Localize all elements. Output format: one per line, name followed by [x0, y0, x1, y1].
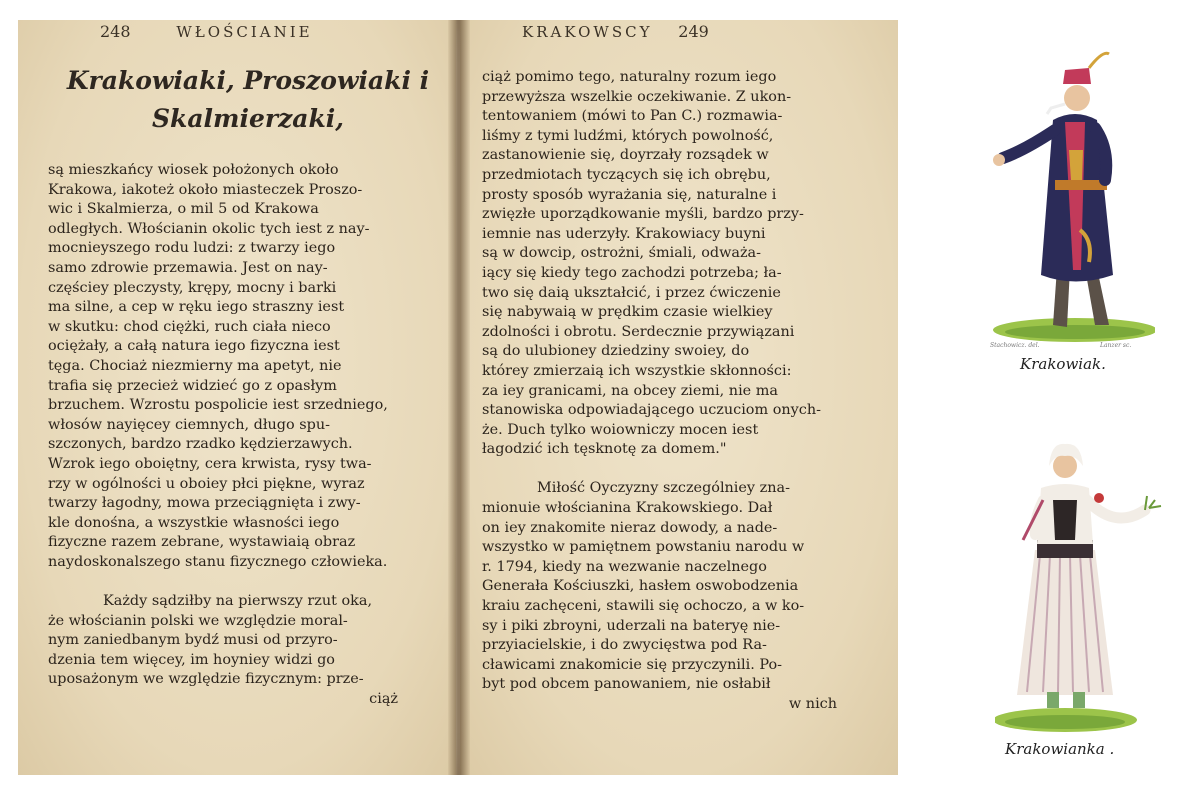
- text-line: samo zdrowie przemawia. Jest on nay-: [48, 259, 328, 276]
- text-line: zwięzłe uporządkowanie myśli, bardzo przy-: [482, 206, 804, 223]
- text-line: tęga. Chociaż niezmierny ma apetyt, nie: [48, 357, 342, 374]
- text-line: [48, 572, 448, 592]
- text-line: ciąż: [369, 691, 398, 708]
- text-line: włosów nayięcey ciemnych, długo spu-: [48, 416, 330, 433]
- text-line: Krakowa, iakoteż około miasteczek Proszo-: [48, 181, 363, 198]
- krakowiak-figure: [985, 40, 1155, 370]
- left-page-text: [48, 161, 448, 710]
- text-line: liśmy z tymi ludźmi, których powolność,: [482, 127, 774, 144]
- text-line: że włościanin polski we względzie moral-: [48, 612, 348, 629]
- text-line: ma silne, a cep w ręku iego straszny iest: [48, 299, 345, 316]
- text-line: on iey znakomite nieraz dowody, a nade-: [482, 519, 778, 536]
- text-line: ociężały, a całą natura iego fizyczna iest: [48, 338, 340, 355]
- text-line: się nabywaią w prędkim czasie wielkiey: [482, 304, 773, 321]
- right-page-text: [482, 68, 887, 715]
- text-line: ciąż pomimo tego, naturalny rozum iego: [482, 69, 777, 85]
- krakowianka-figure: [995, 430, 1175, 740]
- text-line: łagodzić ich tęsknotę za domem.": [482, 441, 727, 458]
- text-line: rzy w ogólności u oboiey płci piękne, wyraz: [48, 475, 365, 492]
- text-line: kle donośna, a wszystkie własności iego: [48, 514, 340, 531]
- book-gutter: [448, 20, 470, 775]
- text-line: [482, 460, 887, 480]
- krakowianka-illustration: [995, 430, 1175, 770]
- right-running-head: [522, 22, 709, 41]
- chapter-title: [48, 62, 448, 138]
- krakowiak-caption: Krakowiak.: [1020, 355, 1106, 373]
- engraver-credit-right: Lanzer sc.: [1100, 342, 1132, 349]
- text-line: przewyższa wszelkie oczekiwanie. Z ukon-: [482, 88, 792, 105]
- text-line: nym zaniedbanym bydź musi od przyro-: [48, 632, 338, 649]
- text-line: częściey pleczysty, krępy, mocny i barki: [48, 279, 337, 296]
- text-line: w nich: [788, 696, 837, 712]
- text-line: brzuchem. Wzrostu pospolicie iest srzedniego,: [48, 397, 388, 414]
- text-line: tentowaniem (mówi to Pan C.) rozmawia-: [482, 108, 783, 125]
- text-line: zdolności i obrotu. Serdecznie przywiązani: [482, 323, 795, 340]
- text-line: w skutku: chod ciężki, ruch ciała nieco: [48, 318, 331, 335]
- text-line: odległych. Włościanin okolic tych iest z nay-: [48, 220, 370, 237]
- text-line: Każdy sądziłby na pierwszy rzut oka,: [103, 593, 373, 610]
- text-line: są w dowcip, ostrożni, śmiali, odważa-: [482, 245, 761, 262]
- right-page: [460, 20, 898, 775]
- text-line: iemnie nas uderzyły. Krakowiacy buyni: [482, 225, 766, 242]
- right-running-title: KRAKOWSCY: [522, 23, 653, 41]
- text-line: przyiacielskie, i do zwycięstwa pod Ra-: [482, 637, 767, 654]
- krakowiak-illustration: [985, 40, 1155, 373]
- text-line: szczonych, bardzo rzadko kędzierzawych.: [48, 436, 353, 453]
- text-line: kraiu zachęceni, stawili się ochoczo, a w ko-: [482, 598, 805, 615]
- text-line: twarzy łagodny, mowa przeciągnięta i zwy-: [48, 495, 361, 512]
- left-running-title: WŁOŚCIANIE: [176, 23, 313, 41]
- right-page-number: 249: [678, 22, 709, 41]
- text-line: wszystko w pamiętnem powstaniu narodu w: [482, 539, 805, 556]
- text-line: stanowiska odpowiadającego uczuciom onych-: [482, 402, 821, 419]
- text-line: że. Duch tylko woiowniczy mocen iest: [482, 421, 759, 438]
- text-line: cławicami znakomicie się przyczynili. Po-: [482, 656, 783, 673]
- text-line: sy i piki zbroyni, uderzali na bateryę nie-: [482, 617, 781, 634]
- left-page: [18, 20, 456, 775]
- text-line: przedmiotach tyczących się ich obrębu,: [482, 166, 771, 183]
- text-line: Miłość Oyczyzny szczególniey zna-: [537, 480, 790, 497]
- left-running-head: [100, 22, 313, 41]
- text-line: uposażonym we względzie fizycznym: prze-: [48, 671, 364, 688]
- text-line: two się daią ukształcić, i przez ćwiczenie: [482, 284, 781, 301]
- text-line: mocnieyszego rodu ludzi: z twarzy iego: [48, 240, 336, 257]
- text-line: Wzrok iego oboiętny, cera krwista, rysy twa-: [48, 455, 372, 472]
- text-line: którey zmierzaią ich wszystkie skłonności:: [482, 362, 792, 379]
- text-line: dzenia tem więcey, im hoyniey widzi go: [48, 651, 335, 668]
- text-line: byt pod obcem panowaniem, nie osłabił: [482, 676, 771, 693]
- text-line: są mieszkańcy wiosek położonych około: [48, 162, 339, 178]
- text-line: trafia się przecież widzieć go z opasłym: [48, 377, 337, 394]
- text-line: Generała Kościuszki, hasłem oswobodzenia: [482, 578, 799, 595]
- left-page-number: 248: [100, 22, 131, 41]
- text-line: za iey granicami, na obcey ziemi, nie ma: [482, 382, 778, 399]
- text-line: fizyczne razem zebrane, wystawiaią obraz: [48, 534, 356, 551]
- krakowianka-caption: Krakowianka .: [1005, 740, 1115, 758]
- open-book: [18, 20, 898, 775]
- text-line: mionuie włościanina Krakowskiego. Dał: [482, 500, 773, 517]
- title-line-1: Krakowiaki, Proszowiaki i: [66, 66, 430, 95]
- text-line: prosty sposób wyrażania się, naturalne i: [482, 186, 777, 203]
- text-line: naydoskonalszego stanu fizycznego człowieka.: [48, 553, 388, 570]
- text-line: r. 1794, kiedy na wezwanie naczelnego: [482, 558, 767, 575]
- title-line-2: Skalmierzaki,: [151, 104, 345, 133]
- text-line: wic i Skalmierza, o mil 5 od Krakowa: [48, 201, 319, 218]
- text-line: zastanowienie się, doyrzały rozsądek w: [482, 147, 769, 164]
- text-line: iący się kiedy tego zachodzi potrzeba; ła-: [482, 264, 782, 281]
- engraver-credit-left: Stachowicz. del.: [990, 342, 1040, 349]
- text-line: są do ulubioney dziedziny swoiey, do: [482, 343, 750, 360]
